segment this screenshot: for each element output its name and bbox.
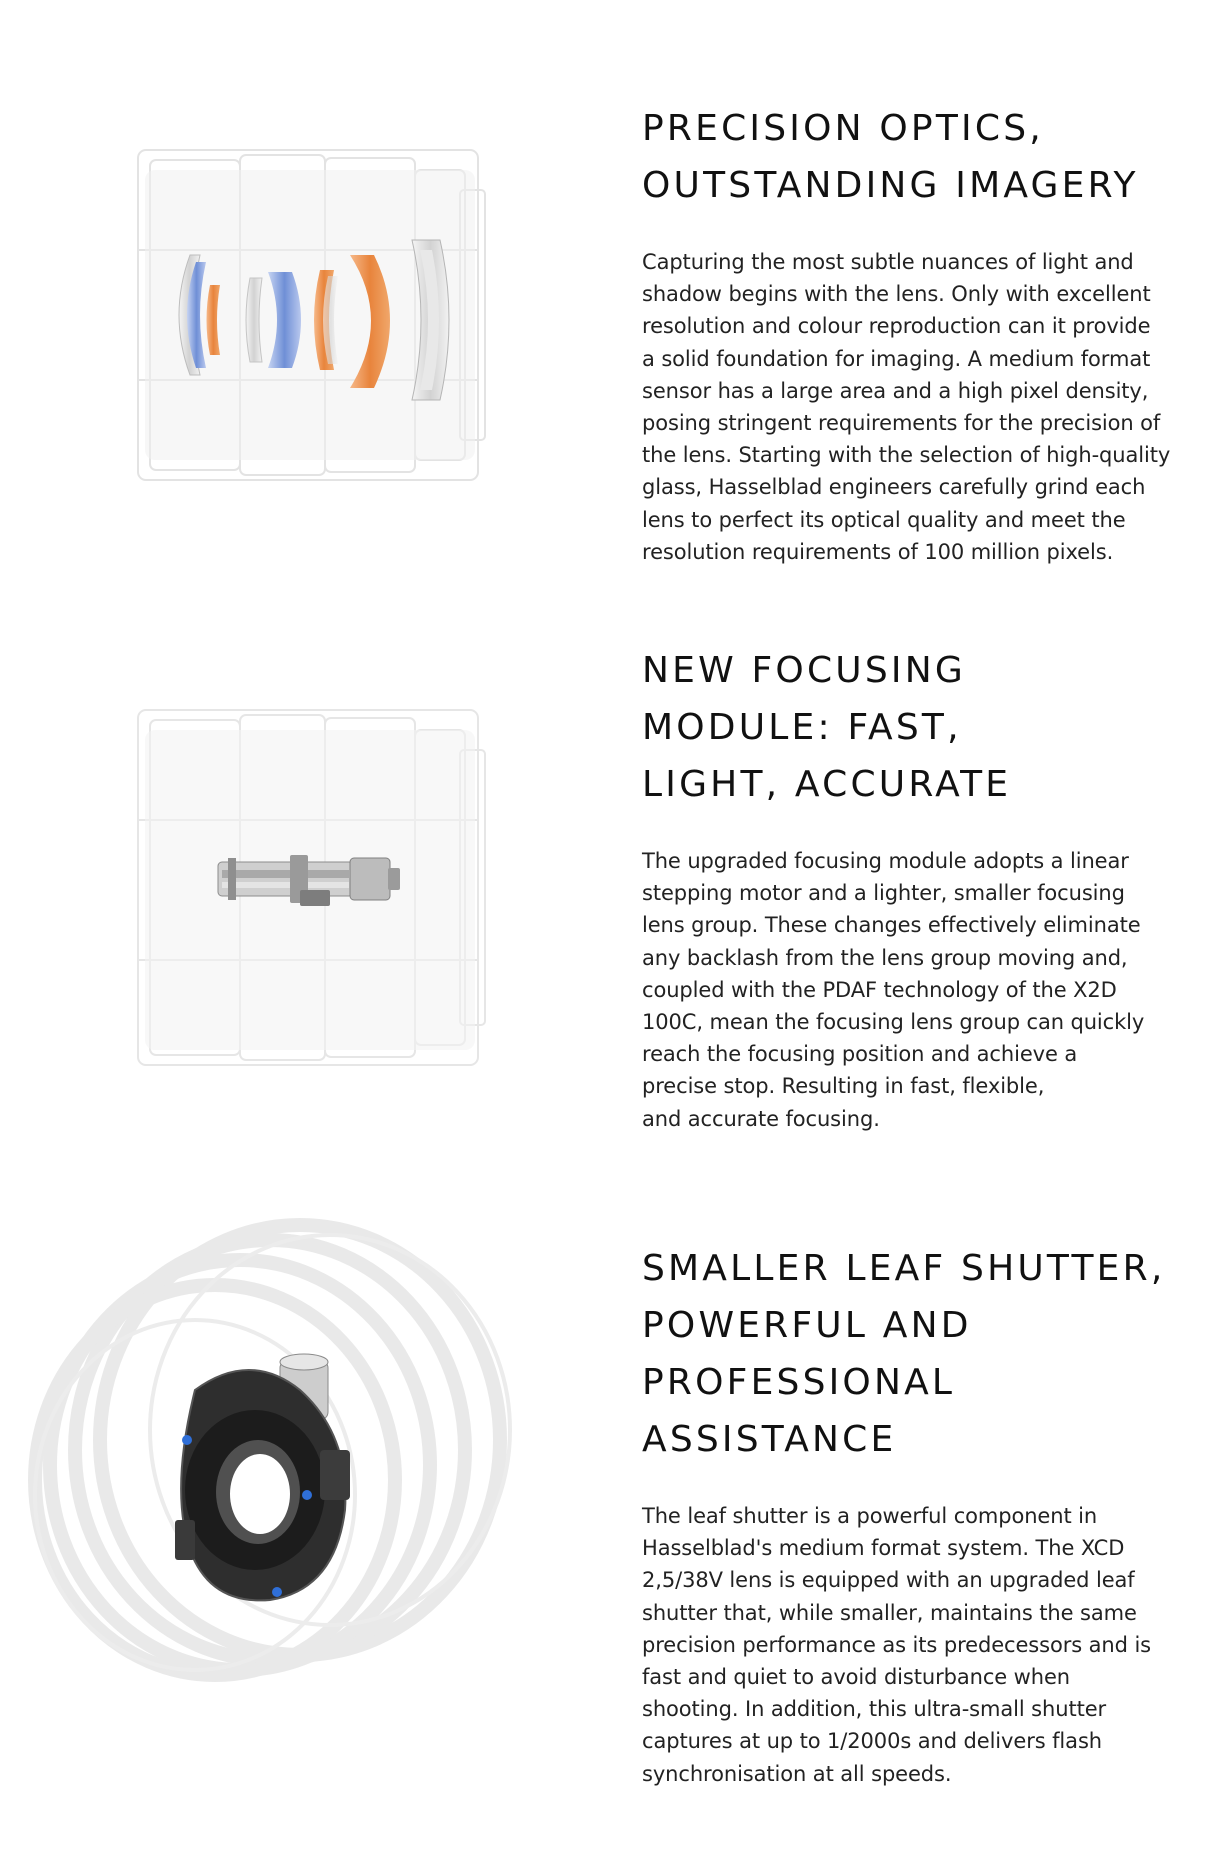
section-heading-precision-optics: PRECISION OPTICS, OUTSTANDING IMAGERY [642,108,1139,206]
section-body-precision-optics: Capturing the most subtle nuances of light and shadow begins with the lens. Only with excellent resolution and colour reproduction can it provide a solid foundation for imaging. A medium format sensor has a large area and a high pixel density, posing stringent requirements for the precision of the lens. Starting with the selection of high-quality glass, Hasselblad engineers carefully grind each lens to perfect its optical quality and meet the resolution requirements of 100 million pixels. [642,250,1171,564]
section-precision-optics [0,0,1224,590]
section-leaf-shutter [0,1190,1224,1867]
focusing-motor-cutaway-icon [0,590,600,1110]
leaf-shutter-cutaway-icon [0,1190,600,1750]
section-body-focusing-module: The upgraded focusing module adopts a linear stepping motor and a lighter, smaller focusing lens group. These changes effectively eliminate any backlash from the lens group moving and, coupled with the PDAF technology of the X2D 100C, mean the focusing lens group can quickly reach the focusing position and achieve a precise stop. Resulting in fast, flexible, and accurate focusing. [642,849,1145,1131]
section-heading-leaf-shutter: SMALLER LEAF SHUTTER, POWERFUL AND PROFESSIONAL ASSISTANCE [642,1248,1166,1460]
lens-elements-cutaway-icon [0,0,600,590]
section-heading-focusing-module: NEW FOCUSING MODULE: FAST, LIGHT, ACCURATE [642,650,1012,805]
section-body-leaf-shutter: The leaf shutter is a powerful component in Hasselblad's medium format system. The XCD 2,5/38V lens is equipped with an upgraded leaf shutter that, while smaller, maintains the same precision performance as its predecessors and is fast and quiet to avoid disturbance when shooting. In addition, this ultra-small shutter captures at up to 1/2000s and delivers flash synchronisation at all speeds. [642,1504,1152,1786]
section-focusing-module [0,590,1224,1190]
